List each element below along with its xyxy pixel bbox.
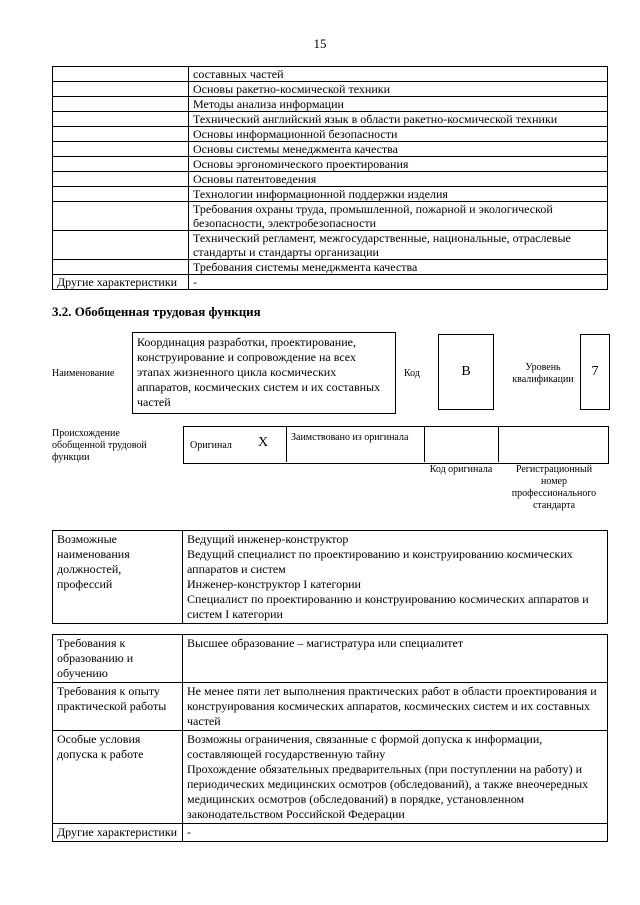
table-row — [53, 67, 608, 82]
level-value: 7 — [580, 334, 610, 410]
knowledge-item: Требования системы менеджмента качества — [189, 260, 608, 275]
positions-values — [183, 531, 608, 624]
function-name: Координация разработки, проектирование, конструирование и сопровождение на всех этапах жизненного цикла космических аппаратов, космических систем и их составных частей — [132, 332, 396, 414]
knowledge-item: Технический регламент, межгосударственные, национальные, отраслевые стандарты и стандарты организации — [189, 231, 608, 260]
other-characteristics-label: Другие характеристики — [53, 275, 189, 290]
experience-label: Требования к опыту практической работы — [53, 683, 183, 731]
table-row — [53, 824, 608, 842]
positions-table — [52, 530, 608, 624]
page-number: 15 — [313, 36, 327, 51]
original-mark: X — [258, 435, 269, 450]
original-label: Оригинал — [190, 440, 232, 451]
position-item: Специалист по проектированию и конструированию космических аппаратов и систем I категории — [187, 592, 589, 621]
name-label: Наименование — [52, 368, 115, 379]
knowledge-item: Основы патентоведения — [189, 172, 608, 187]
table-row — [53, 112, 608, 127]
table-row — [53, 731, 608, 824]
table-row — [53, 202, 608, 231]
table-row — [53, 157, 608, 172]
knowledge-table — [52, 66, 608, 290]
knowledge-item: Технический английский язык в области ракетно-космической техники — [189, 112, 608, 127]
table-row — [53, 231, 608, 260]
table-row — [53, 82, 608, 97]
knowledge-item: составных частей — [189, 67, 608, 82]
code-value: В — [438, 334, 494, 410]
divider — [498, 426, 499, 462]
position-item: Инженер-конструктор I категории — [187, 577, 361, 591]
position-item: Ведущий инженер-конструктор — [187, 532, 349, 546]
knowledge-item: Основы системы менеджмента качества — [189, 142, 608, 157]
conditions-label: Особые условия допуска к работе — [53, 731, 183, 824]
knowledge-item: Технологии информационной поддержки изделия — [189, 187, 608, 202]
table-row — [53, 260, 608, 275]
section-title: 3.2. Обобщенная трудовая функция — [52, 304, 261, 319]
origin-label: Происхождение обобщенной трудовой функции — [52, 428, 147, 463]
code-original-caption: Код оригинала — [429, 464, 493, 475]
reg-number-caption: Регистрационный номер профессионального стандарта — [511, 464, 597, 511]
experience-value: Не менее пяти лет выполнения практических работ в области проектирования и конструирования космических аппаратов, космических систем и их составных частей — [183, 683, 608, 731]
knowledge-item: Требования охраны труда, промышленной, пожарной и экологической безопасности, электробезопасности — [189, 202, 608, 231]
table-row — [53, 635, 608, 683]
conditions-value — [183, 731, 608, 824]
table-row — [53, 172, 608, 187]
table-row — [53, 187, 608, 202]
table-row — [53, 97, 608, 112]
code-label: Код — [404, 368, 420, 379]
condition-item: Возможны ограничения, связанные с формой допуска к информации, составляющей государственную тайну — [187, 732, 543, 761]
education-value: Высшее образование – магистратура или специалитет — [183, 635, 608, 683]
borrowed-label: Заимствовано из оригинала — [291, 432, 409, 443]
other-characteristics-value: - — [183, 824, 608, 842]
level-label: Уровень квалификации — [512, 362, 574, 385]
table-row — [53, 683, 608, 731]
table-row — [53, 275, 608, 290]
divider — [424, 426, 425, 462]
other-characteristics-label: Другие характеристики — [53, 824, 183, 842]
education-label: Требования к образованию и обучению — [53, 635, 183, 683]
knowledge-item: Методы анализа информации — [189, 97, 608, 112]
positions-label: Возможные наименования должностей, профессий — [53, 531, 183, 624]
knowledge-item: Основы эргономического проектирования — [189, 157, 608, 172]
other-characteristics-value: - — [189, 275, 608, 290]
condition-item: Прохождение обязательных предварительных (при поступлении на работу) и периодических медицинских осмотров (обследований), а также внеочередных медицинских осмотров (обследований) в порядке, установленном законодательством Российской Федерации — [187, 762, 589, 821]
table-row — [53, 142, 608, 157]
divider — [286, 426, 287, 462]
table-row — [53, 127, 608, 142]
requirements-table — [52, 634, 608, 842]
knowledge-item: Основы ракетно-космической техники — [189, 82, 608, 97]
table-row — [53, 531, 608, 624]
knowledge-item: Основы информационной безопасности — [189, 127, 608, 142]
position-item: Ведущий специалист по проектированию и конструированию космических аппаратов и систем — [187, 547, 573, 576]
